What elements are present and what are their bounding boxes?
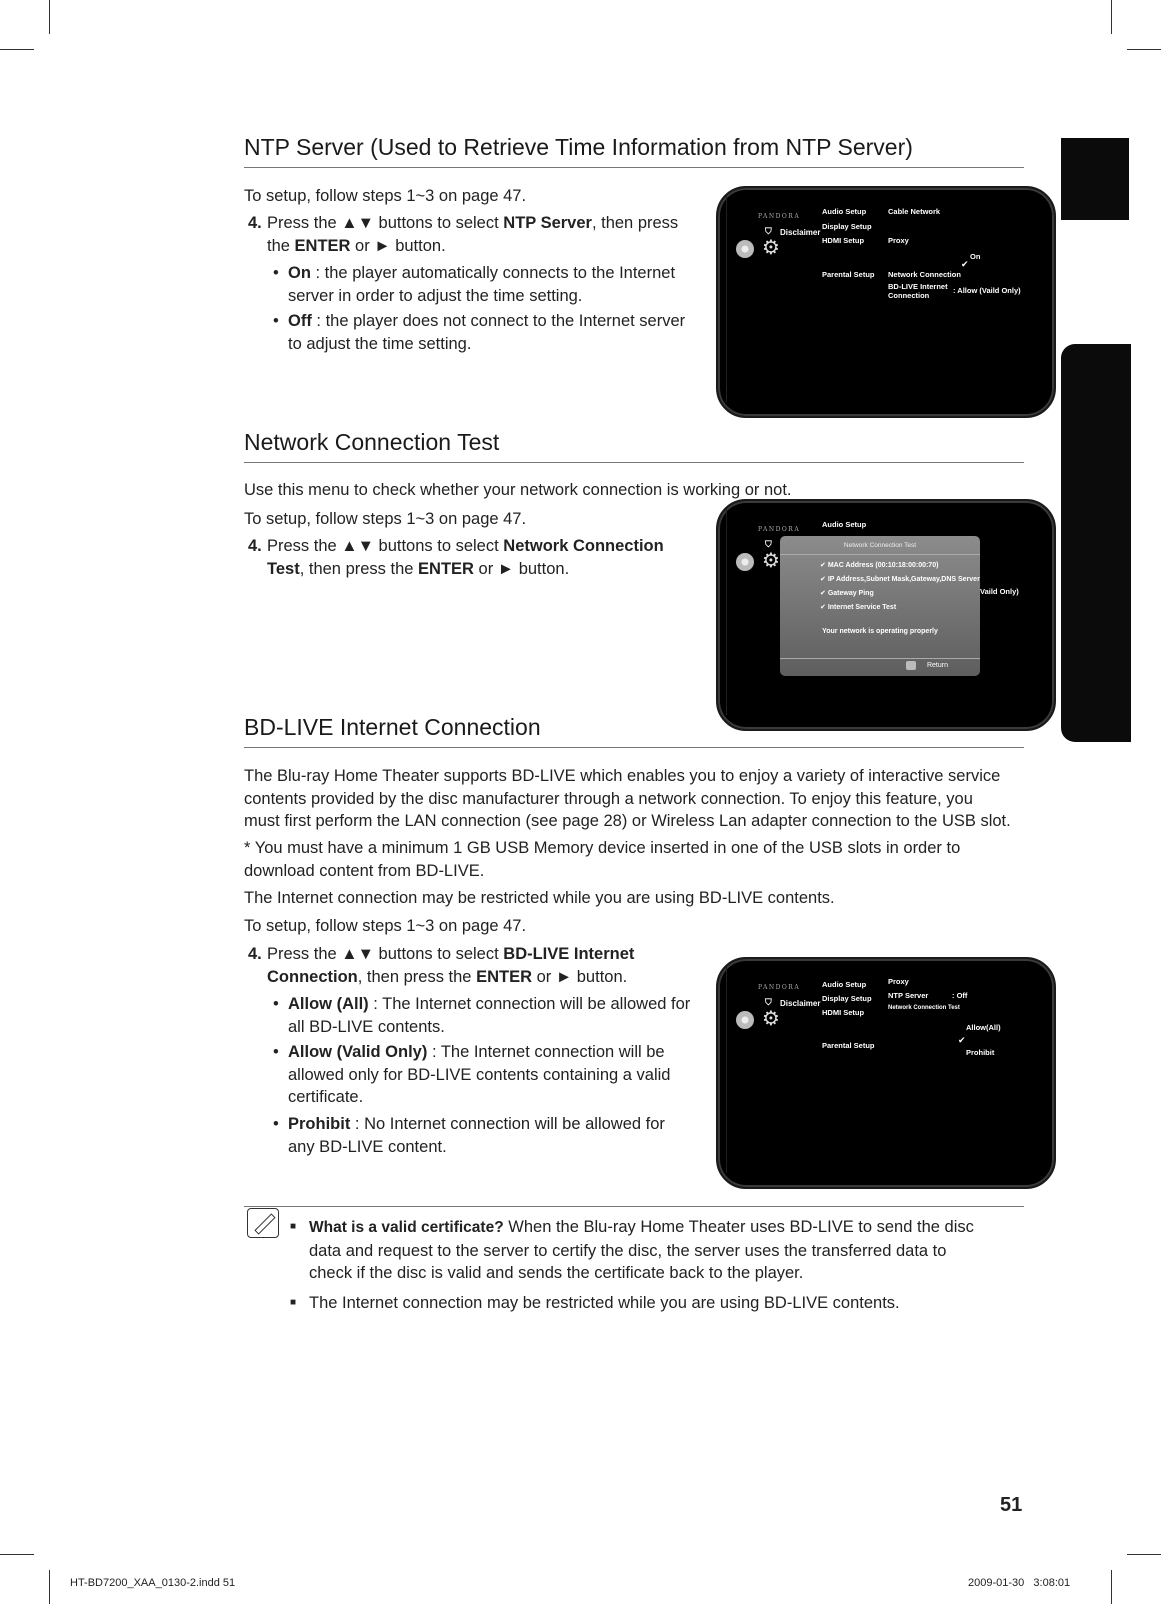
menu-hdmi-setup: HDMI Setup bbox=[822, 236, 865, 245]
disc-icon bbox=[736, 240, 754, 258]
shield-icon: ⛉ bbox=[765, 539, 772, 549]
test-result-message: Your network is operating properly bbox=[822, 628, 938, 635]
ntp-bullet-off: • Off : the player does not connect to the Internet server to adjust the time setting. bbox=[273, 312, 686, 353]
gear-icon: ⚙ bbox=[762, 237, 780, 259]
crop-mark bbox=[49, 0, 50, 34]
menu-display-setup: Display Setup bbox=[822, 994, 872, 1003]
note-icon bbox=[247, 1208, 279, 1238]
test-step: 4. Press the ▲▼ buttons to select Network Connection Test, then press the ENTER or ► button. bbox=[248, 537, 664, 578]
test-intro: Use this menu to check whether your network connection is working or not. bbox=[244, 481, 792, 499]
bdlive-bullet-allow-valid: • Allow (Valid Only) : The Internet connection will be allowed only for BD-LIVE contents containing a valid certificate. bbox=[273, 1043, 671, 1106]
test-item: ✔ IP Address,Subnet Mask,Gateway,DNS Server bbox=[820, 576, 980, 583]
bdlive-paragraph-1: The Blu-ray Home Theater supports BD-LIVE which enables you to enjoy a variety of interactive service contents provided by the disc manufacturer through a network connection. To enjoy this feature, you must first perform the LAN connection (see page 28) or Wireless Lan adapter connection to the USB slot. bbox=[244, 767, 1011, 830]
crop-mark bbox=[1111, 1570, 1112, 1604]
square-bullet: ■ bbox=[290, 1297, 297, 1308]
option-allow-all: Allow(All) bbox=[966, 1023, 1001, 1032]
step-number: 4. bbox=[248, 537, 262, 555]
option-prohibit: Prohibit bbox=[966, 1048, 995, 1057]
option-bdlive-label-2: Connection bbox=[888, 291, 930, 300]
bdlive-bullet-allow-all: • Allow (All) : The Internet connection will be allowed for all BD-LIVE contents. bbox=[273, 995, 691, 1036]
test-heading: Network Connection Test bbox=[244, 429, 1024, 463]
disc-icon bbox=[736, 1011, 754, 1029]
footer-filename: HT-BD7200_XAA_0130-2.indd 51 bbox=[70, 1577, 236, 1589]
ntp-bullet-on: • On : the player automatically connects to the Internet server in order to adjust the time setting. bbox=[273, 264, 676, 305]
pandora-logo: PANDORA bbox=[758, 213, 801, 220]
bdlive-bullet-prohibit: • Prohibit : No Internet connection will be allowed for any BD-LIVE content. bbox=[273, 1115, 665, 1156]
shield-icon: ⛉ bbox=[765, 997, 772, 1007]
note-restriction: ■ The Internet connection may be restricted while you are using BD-LIVE contents. bbox=[290, 1292, 1010, 1316]
bdlive-paragraph-3: The Internet connection may be restricted while you are using BD-LIVE contents. bbox=[244, 889, 835, 907]
gear-icon: ⚙ bbox=[762, 1008, 780, 1030]
crop-mark bbox=[1111, 0, 1112, 34]
check-icon: ✔ bbox=[958, 1035, 966, 1045]
bdlive-setup-text: To setup, follow steps 1~3 on page 47. bbox=[244, 917, 527, 935]
test-item: ✔ Gateway Ping bbox=[820, 590, 874, 597]
shield-icon: ⛉ bbox=[765, 226, 772, 236]
bdlive-heading: BD-LIVE Internet Connection bbox=[244, 714, 1024, 748]
ntp-heading: NTP Server (Used to Retrieve Time Information from NTP Server) bbox=[244, 134, 1024, 168]
bullet-dot: • bbox=[273, 995, 279, 1013]
step-number: 4. bbox=[248, 214, 262, 232]
pandora-logo: PANDORA bbox=[758, 984, 801, 991]
menu-disclaimer: Disclaimer bbox=[780, 228, 821, 237]
crop-mark bbox=[49, 1570, 50, 1604]
network-test-screenshot bbox=[716, 499, 1056, 731]
bdlive-step: 4. Press the ▲▼ buttons to select BD-LIVE Internet Connection, then press the ENTER or ► button. bbox=[248, 945, 635, 986]
bdlive-settings-screenshot bbox=[716, 957, 1056, 1189]
dialog-title: Network Connection Test bbox=[843, 542, 917, 549]
note-valid-certificate: ■ What is a valid certificate? When the Blu-ray Home Theater uses BD-LIVE to send the disc data and request to the server to certify the disc, the server uses the transferred data to check if the disc is valid and sends the certificate back to the player. bbox=[290, 1218, 974, 1282]
crop-mark bbox=[1127, 1554, 1161, 1555]
test-item: ✔ Internet Service Test bbox=[820, 604, 897, 611]
menu-display-setup: Display Setup bbox=[822, 222, 872, 231]
gear-icon: ⚙ bbox=[762, 550, 780, 572]
menu-parental-setup: Parental Setup bbox=[822, 1041, 875, 1050]
menu-audio-setup: Audio Setup bbox=[822, 207, 867, 216]
check-icon: ✔ bbox=[961, 259, 969, 269]
bullet-dot: • bbox=[273, 1043, 279, 1061]
option-on: On bbox=[970, 252, 981, 261]
network-test-dialog bbox=[780, 536, 980, 676]
return-button[interactable]: Return bbox=[926, 662, 948, 669]
crop-mark bbox=[1127, 49, 1161, 50]
disc-icon bbox=[736, 553, 754, 571]
side-tab-chapter bbox=[1061, 344, 1131, 742]
option-side-value: Vaild Only) bbox=[980, 587, 1019, 596]
option-network-connection: Network Connection bbox=[888, 270, 961, 279]
test-setup-text: To setup, follow steps 1~3 on page 47. bbox=[244, 510, 527, 528]
test-item: ✔ MAC Address (00:10:18:00:00:70) bbox=[820, 562, 939, 569]
step-number: 4. bbox=[248, 945, 262, 963]
menu-audio-setup: Audio Setup bbox=[822, 520, 867, 529]
option-ntp-server: NTP Server bbox=[888, 991, 929, 1000]
ntp-settings-screenshot bbox=[716, 186, 1056, 418]
return-icon bbox=[906, 661, 916, 670]
option-proxy: Proxy bbox=[888, 236, 909, 245]
bullet-dot: • bbox=[273, 264, 279, 282]
crop-mark bbox=[0, 49, 34, 50]
option-proxy: Proxy bbox=[888, 977, 909, 986]
option-bdlive-label-1: BD-LIVE Internet bbox=[888, 282, 948, 291]
menu-audio-setup: Audio Setup bbox=[822, 980, 867, 989]
option-bdlive-value: : Allow (Vaild Only) bbox=[953, 286, 1021, 295]
bdlive-paragraph-2: * You must have a minimum 1 GB USB Memory device inserted in one of the USB slots in order to download content from BD-LIVE. bbox=[244, 839, 961, 880]
bullet-dot: • bbox=[273, 312, 279, 330]
menu-disclaimer: Disclaimer bbox=[780, 999, 821, 1008]
square-bullet: ■ bbox=[290, 1221, 297, 1232]
footer-date: 2009-01-30 3:08:01 bbox=[968, 1577, 1071, 1589]
option-network-test: Network Connection Test bbox=[888, 1005, 960, 1011]
ntp-step: 4. Press the ▲▼ buttons to select NTP Server, then press the ENTER or ► button. bbox=[248, 214, 679, 255]
crop-mark bbox=[0, 1554, 34, 1555]
option-ntp-value: : Off bbox=[952, 991, 968, 1000]
ntp-setup-text: To setup, follow steps 1~3 on page 47. bbox=[244, 187, 527, 205]
pandora-logo: PANDORA bbox=[758, 526, 801, 533]
bullet-dot: • bbox=[273, 1115, 279, 1133]
menu-hdmi-setup: HDMI Setup bbox=[822, 1008, 865, 1017]
option-cable-network: Cable Network bbox=[888, 207, 941, 216]
side-tab-top bbox=[1061, 138, 1129, 220]
menu-parental-setup: Parental Setup bbox=[822, 270, 875, 279]
page-number: 51 bbox=[1000, 1494, 1023, 1516]
